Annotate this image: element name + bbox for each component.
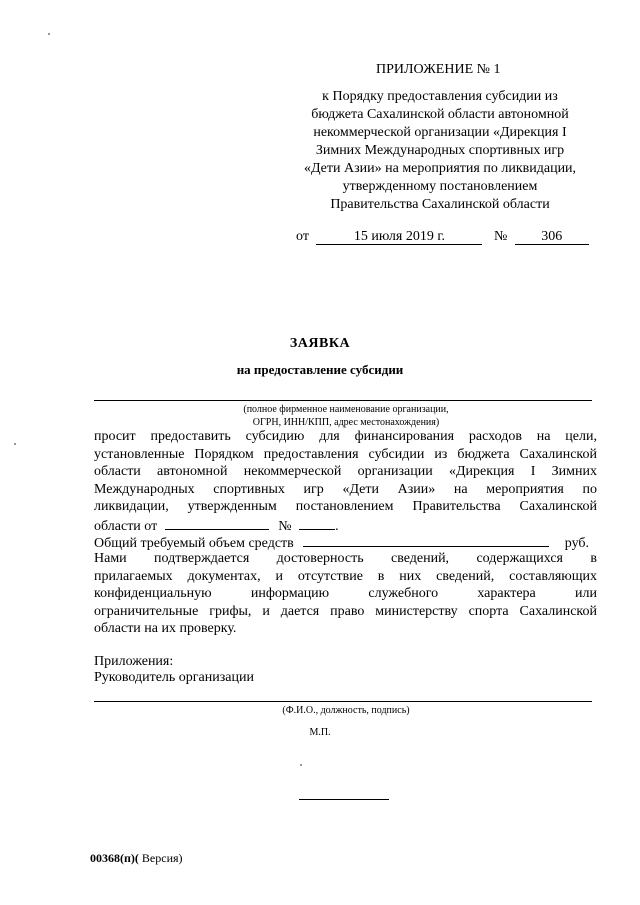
- paragraph-line: Нами подтверждается достоверность сведений, содержащихся в: [94, 551, 597, 566]
- appendix-line: некоммерческой организации «Дирекция I: [313, 125, 567, 140]
- document-code: [90, 851, 183, 866]
- form-title: ЗАЯВКА: [289, 336, 351, 351]
- appendix-line: «Дети Азии» на мероприятия по ликвидации,: [303, 161, 577, 176]
- scan-speck: [14, 443, 16, 445]
- paragraph-line: конфиденциальную информацию служебного характера или: [94, 586, 597, 601]
- resolution-date-line: [296, 229, 596, 245]
- separator-line: [299, 799, 389, 800]
- date-prefix: от: [296, 229, 309, 244]
- signature-note: (Ф.И.О., должность, подпись): [282, 705, 410, 716]
- paragraph-line: установленные Порядком предоставления субсидии из бюджета Сахалинской: [94, 446, 597, 462]
- sentence-end: .: [335, 518, 339, 534]
- signature-field[interactable]: [94, 701, 592, 702]
- stamp-placeholder: М.П.: [309, 727, 331, 738]
- number-prefix: №: [493, 229, 508, 244]
- amount-label: Общий требуемый объем средств: [94, 536, 294, 551]
- appendix-line: Зимних Международных спортивных игр: [315, 143, 565, 158]
- form-subtitle: на предоставление субсидии: [236, 362, 404, 377]
- request-paragraph: [94, 428, 597, 535]
- resolution-number: 306: [515, 229, 589, 245]
- request-number-field[interactable]: [299, 516, 335, 530]
- paragraph-line: области на их проверку.: [94, 621, 237, 636]
- document-code-number: 00368(п)(: [90, 851, 139, 865]
- appendix-description: [290, 88, 590, 214]
- paragraph-line: ограничительные грифы, и дается право министерству спорта Сахалинской: [94, 603, 597, 619]
- head-of-organization-label: Руководитель организации: [94, 670, 254, 685]
- document-version: Версия): [138, 851, 183, 865]
- appendix-title: ПРИЛОЖЕНИЕ № 1: [376, 62, 501, 77]
- attachments-label: Приложения:: [94, 654, 174, 669]
- paragraph-line: области автономной некоммерческой организации «Дирекция I Зимних: [94, 464, 597, 479]
- request-date-field[interactable]: [165, 516, 269, 530]
- appendix-line: бюджета Сахалинской области автономной: [311, 107, 569, 122]
- paragraph-line: Международных спортивных игр «Дети Азии» на мероприятия по: [94, 481, 597, 497]
- appendix-line: Правительства Сахалинской области: [330, 197, 550, 212]
- resolution-date: 15 июля 2019 г.: [316, 229, 482, 245]
- scan-speck: [300, 764, 302, 766]
- note-line: ОГРН, ИНН/КПП, адрес местонахождения): [252, 417, 440, 428]
- date-field-label: области от: [94, 518, 158, 534]
- appendix-line: утвержденному постановлением: [342, 179, 538, 194]
- amount-unit: руб.: [564, 536, 590, 551]
- scan-speck: [48, 33, 50, 35]
- paragraph-line: просит предоставить субсидию для финансирования расходов на цели,: [94, 429, 597, 444]
- appendix-line: к Порядку предоставления субсидии из: [322, 89, 558, 104]
- paragraph-line: прилагаемых документах, и отсутствие в них сведений, составляющих: [94, 568, 597, 584]
- organization-name-field[interactable]: [94, 400, 592, 401]
- organization-note: [96, 403, 596, 429]
- note-line: (полное фирменное наименование организации,: [243, 404, 449, 415]
- amount-field[interactable]: [303, 533, 549, 547]
- paragraph-line: ликвидации, утвержденным постановлением Правительства Сахалинской: [94, 499, 597, 514]
- number-field-label: №: [278, 518, 292, 534]
- confirmation-paragraph: [94, 550, 597, 638]
